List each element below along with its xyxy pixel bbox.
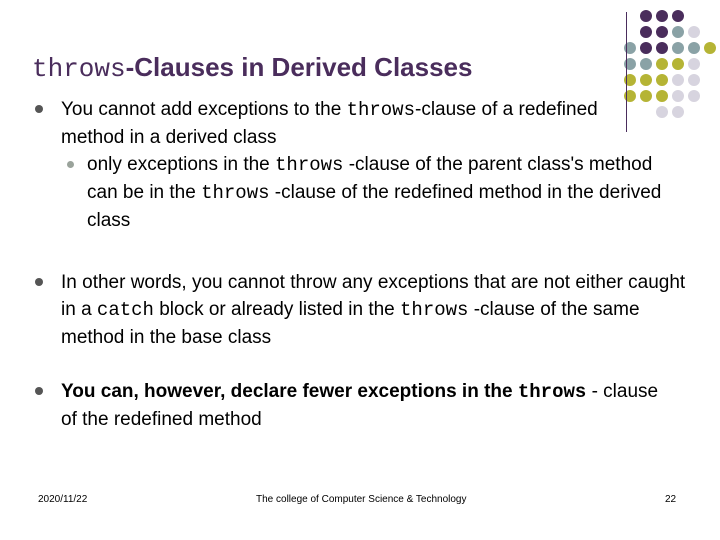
slide-title: [32, 52, 472, 84]
sub-bullet-marker: [67, 161, 74, 168]
title-text: -Clauses in Derived Classes: [125, 52, 473, 82]
decorative-dot: [672, 90, 684, 102]
decorative-dot: [688, 26, 700, 38]
decorative-dot: [672, 106, 684, 118]
code-throws: throws: [517, 381, 587, 403]
bullet-text: -clause of the same method in the base class: [61, 299, 640, 348]
code-throws: throws: [400, 299, 469, 321]
decorative-dot: [688, 42, 700, 54]
decorative-dot: [672, 10, 684, 22]
bullet-2: [61, 269, 691, 351]
bullet-marker: [35, 278, 43, 286]
footer-date: 2020/11/22: [38, 494, 88, 505]
code-throws: throws: [201, 182, 270, 204]
decorative-dot: [672, 74, 684, 86]
decorative-dot: [640, 74, 652, 86]
bullet-text: You cannot add exceptions to the: [61, 99, 347, 120]
footer-college: The college of Computer Science & Technology: [256, 494, 467, 505]
bullet-text: -clause of the parent class's method can be in the: [87, 154, 653, 203]
bullet-text: -clause of a redefined method in a derived class: [61, 99, 598, 148]
decorative-dot: [688, 58, 700, 70]
decorative-dot: [704, 42, 716, 54]
bullet-3: [61, 378, 671, 433]
decorative-dot: [640, 26, 652, 38]
footer-page-number: 22: [665, 494, 677, 505]
bullet-text: -clause of the redefined method in the derived class: [87, 182, 662, 231]
bullet-1: [61, 96, 661, 151]
bullet-text: You can, however, declare fewer exceptions in the: [61, 381, 518, 402]
decorative-dot: [656, 58, 668, 70]
decorative-dot: [640, 58, 652, 70]
decorative-dot: [656, 74, 668, 86]
bullet-text: block or already listed in the: [153, 299, 401, 320]
decorative-dot: [640, 42, 652, 54]
decorative-dot: [688, 90, 700, 102]
decorative-dot: [656, 10, 668, 22]
decorative-dot: [656, 26, 668, 38]
title-code: throws: [32, 54, 126, 84]
decorative-dot: [656, 42, 668, 54]
code-throws: throws: [346, 99, 415, 121]
decorative-dot: [672, 42, 684, 54]
code-throws: throws: [275, 154, 344, 176]
decorative-dot: [640, 10, 652, 22]
bullet-text: - clause of the redefined method: [61, 381, 659, 430]
bullet-marker: [35, 387, 43, 395]
code-catch: catch: [96, 299, 154, 321]
bullet-text: only exceptions in the: [87, 154, 276, 175]
bullet-text: In other words, you cannot throw any exceptions that are not either caught in a: [61, 272, 686, 320]
sub-bullet-1: [87, 151, 677, 234]
bullet-marker: [35, 105, 43, 113]
decorative-dot: [688, 74, 700, 86]
decorative-dot: [672, 58, 684, 70]
decorative-dot: [672, 26, 684, 38]
